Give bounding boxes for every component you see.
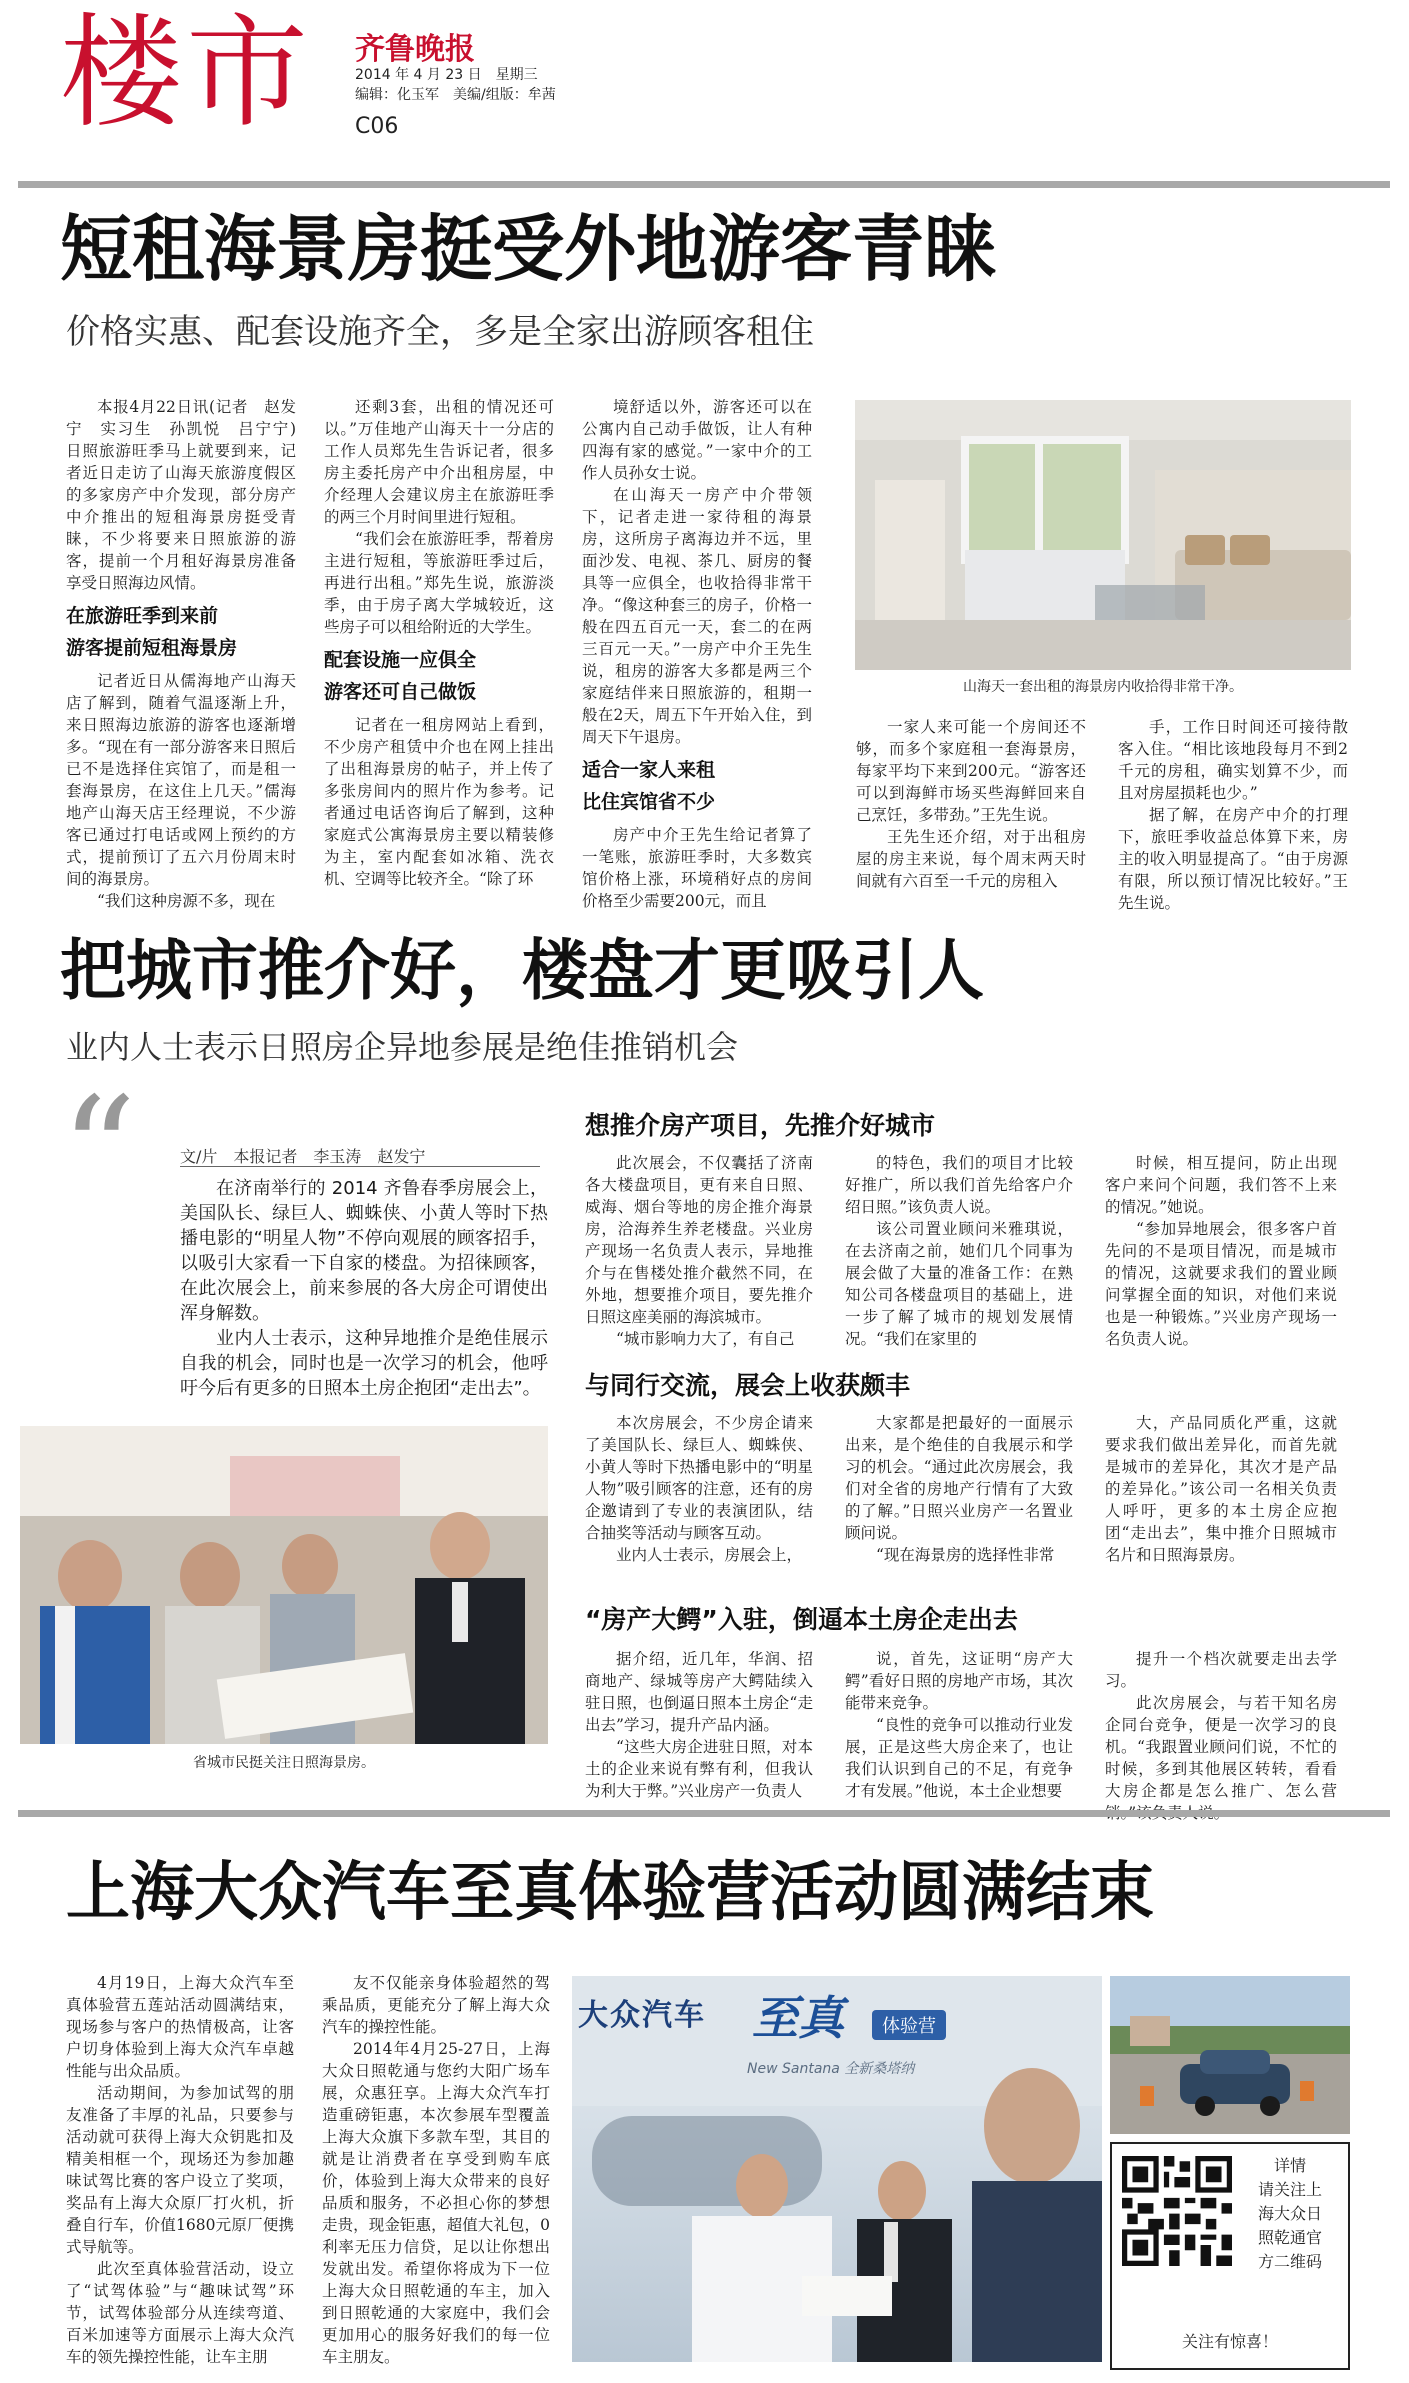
story1-subhead-1: 在旅游旺季到来前 游客提前短租海景房 [66,605,238,659]
paragraph: 记者近日从儒海地产山海天店了解到，随着气温逐渐上升，来日照海边旅游的游客也逐渐增多。“现在有一部分游客来日照后已不是选择住宾馆了，而是租一套海景房，在这住上几天。”儒海地产山海天店王经理说，不少游客已通过打电话或网上预约的方式，提前预订了五六月份周末时间的海景房。 [66,672,296,888]
story2-section-2-col-3 [1105,1412,1337,1580]
story-divider [18,1810,1390,1817]
expo-illustration [20,1426,548,1744]
story2-section-3-col-3 [1105,1648,1337,1802]
paragraph: 大，产品同质化严重，这就要求我们做出差异化，而首先就是城市的差异化，其次才是产品的差异化。”该公司一名相关负责人呼吁，更多的本土房企应抱团“走出去”，集中推介日照城市名片和日照海景房。 [1105,1414,1337,1564]
quote-mark-icon: “ [60,1066,137,1240]
story1-subheadline: 价格实惠、配套设施齐全，多是全家出游顾客租住 [66,312,814,352]
paragraph: 大家都是把最好的一面展示出来，是个绝佳的自我展示和学习的机会。“通过此次房展会，我们对全省的房地产行情有了大致的了解。”日照兴业房产一名置业顾问说。 [845,1414,1073,1542]
story2-section-2-head: 与同行交流，展会上收获颇丰 [585,1371,911,1400]
paragraph: 在山海天一房产中介带领下，记者走进一家待租的海景房，这所房子离海边并不远，里面沙发、电视、茶几、厨房的餐具等一应俱全，也收拾得非常干净。“像这种套三的房子，价格一般在四五百元一天，套二的在两三百元一天。”一房产中介王先生说，租房的游客大多都是两三个家庭结伴来日照旅游的，租期一般在2天，周五下午开始入住，到周天下午退房。 [582,486,812,746]
paragraph: 境舒适以外，游客还可以在公寓内自己动手做饭，让人有种四海有家的感觉。”一家中介的工作人员孙女士说。 [582,398,812,482]
paragraph: 2014年4月25-27日，上海大众日照乾通与您约大阳广场车展，众惠狂享。上海大众汽车打造重磅钜惠，本次参展车型覆盖上海大众旗下多款车型，其目的就是让消费者在享受到购车底价，体验到上海大众带来的良好品质和服务，不必担心你的梦想走贵，现金钜惠，超值大礼包，0利率无压力信贷，足以让你想出发就出发。希望你将成为下一位上海大众日照乾通的车主，加入到日照乾通的大家庭中，我们会更加用心的服务好我们的每一位车主朋友。 [322,2040,550,2366]
story2-section-1-head: 想推介房产项目，先推介好城市 [585,1111,936,1140]
story3-photo-event [572,1976,1102,2362]
story2-lead [180,1176,548,1416]
paragraph: 房产中介王先生给记者算了一笔账，旅游旺季时，大多数宾馆价格上涨，环境稍好点的房间价格至少需要200元，而且 [582,826,812,910]
story1-photo-living-room [855,400,1351,670]
editor-credits: 编辑：化玉军 美编/组版：牟茜 [355,87,556,103]
paragraph: 据了解，在房产中介的打理下，旅旺季收益总体算下来，房主的收入明显提高了。“由于房源有限，所以预订情况比较好。”王先生说。 [1118,806,1348,912]
paragraph: 的特色，我们的项目才比较好推广，所以我们首先给客户介绍日照。”该负责人说。 [845,1154,1073,1216]
banner-model-text: New Santana 全新桑塔纳 [747,2061,915,2077]
paragraph: 还剩3套，出租的情况还可以。”万佳地产山海天十一分店的工作人员郑先生告诉记者，很多房主委托房产中介出租房屋，中介经理人会建议房主在旅游旺季的两三个月时间里进行短租。 [324,398,554,526]
living-room-illustration [855,400,1351,670]
story2-section-1-col-3 [1105,1152,1337,1348]
story2-section-1-col-1 [585,1152,813,1348]
story2-section-3-head: “房产大鳄”入驻，倒逼本土房企走出去 [585,1605,1018,1634]
paragraph: 在济南举行的 2014 齐鲁春季房展会上，美国队长、绿巨人、蜘蛛侠、小黄人等时下热播电影的“明星人物”不停向观展的顾客招手，以吸引大家看一下自家的楼盘。为招徕顾客，在此次展会上，前来参展的各大房企可谓使出浑身解数。 [180,1178,548,1324]
paragraph: 此次展会，不仅囊括了济南各大楼盘项目，更有来自日照、威海、烟台等地的房企推介海景房，洽海养生养老楼盘。兴业房产现场一名负责人表示，异地推介与在售楼处推介截然不同，在外地，想要推介项目，要先推介日照这座美丽的海滨城市。 [585,1154,813,1326]
paragraph: 据介绍，近几年，华润、招商地产、绿城等房产大鳄陆续入驻日照，也倒逼日照本土房企“走出去”学习，提升产品内涵。 [585,1650,813,1734]
story1-subhead-3: 适合一家人来租 比住宾馆省不少 [582,759,716,813]
banner-main-text: 至真 [752,1991,844,2045]
story1-column-4 [856,716,1086,902]
paragraph: 此次至真体验营活动，设立了“试驾体验”与“趣味试驾”环节，试驾体验部分从连续弯道、百米加速等方面展示上海大众汽车的领先操控性能，让车主朋 [66,2260,294,2366]
paragraph: 该公司置业顾问米雅琪说，在去济南之前，她们几个同事为展会做了大量的准备工作：在熟知公司各楼盘项目的基础上，进一步了解了城市的规划发展情况。“我们在家里的 [845,1220,1073,1348]
paragraph: 业内人士表示，房展会上， [616,1546,803,1564]
paragraph: 本报4月22日讯(记者 赵发宁 实习生 孙凯悦 吕宁宁) 日照旅游旺季马上就要到来，记者近日走访了山海天旅游度假区的多家房产中介发现，部分房产中介推出的短租海景房挺受青睐，不少将要来日照旅游的游客，提前一个月租好海景房准备享受日照海边风情。 [66,398,312,592]
paragraph: 记者在一租房网站上看到，不少房产租赁中介也在网上挂出了出租海景房的帖子，并上传了多张房间内的照片作为参考。记者通过电话咨询后了解到，这种家庭式公寓海景房主要以精装修为主，室内配套如冰箱、洗衣机、空调等比较齐全。“除了环 [324,716,554,888]
paragraph: “良性的竞争可以推动行业发展，正是这些大房企来了，也让我们认识到自己的不足，有竞争才有发展。”他说，本土企业想要 [845,1716,1073,1800]
story1-headline: 短租海景房挺受外地游客青睐 [60,207,997,291]
section-title: 楼市 [60,2,312,144]
story3-headline: 上海大众汽车至真体验营活动圆满结束 [66,1856,1154,1930]
header-divider [18,181,1390,188]
story2-photo-caption: 省城市民挺关注日照海景房。 [193,1755,375,1771]
story3-photo-car [1110,1976,1350,2134]
story2-section-2-col-2 [845,1412,1073,1580]
paragraph: “这些大房企进驻日照，对本土的企业来说有弊有利，但我认为利大于弊。”兴业房产一负责人 [585,1738,813,1800]
paragraph: “城市影响力大了，有自己 [616,1330,795,1348]
story1-column-5 [1118,716,1348,912]
paragraph: 业内人士表示，这种异地推介是绝佳展示自我的机会，同时也是一次学习的机会，他呼吁今后有更多的日照本土房企抱团“走出去”。 [180,1328,548,1399]
qr-code-panel [1110,2142,1350,2370]
story1-column-1 [66,396,312,910]
paragraph: 本次房展会，不少房企请来了美国队长、绿巨人、蜘蛛侠、小黄人等时下热播电影中的“明星人物”吸引顾客的注意，还有的房企邀请到了专业的表演团队，结合抽奖等活动与顾客互动。 [585,1414,813,1542]
paragraph: 王先生还介绍，对于出租房屋的房主来说，每个周末两天时间就有六百至一千元的房租入 [856,828,1086,890]
paragraph: 4月19日，上海大众汽车至真体验营五莲站活动圆满结束，现场参与客户的热情极高，让客户切身体验到上海大众汽车卓越性能与出众品质。 [66,1974,294,2080]
paragraph: 手，工作日时间还可接待散客入住。“相比该地段每月不到2千元的房租，确实划算不少，而且对房屋损耗也少。” [1118,718,1348,802]
qr-instruction-text: 详情 请关注上 海大众日 照乾通官 方二维码 [1257,2156,1322,2271]
story1-column-2 [324,396,554,896]
paragraph: 一家人来可能一个房间还不够，而多个家庭租一套海景房，每家平均下来到200元。“游客还可以到海鲜市场买些海鲜回来自己烹饪，多带劲。”王先生说。 [856,718,1086,824]
qr-code-icon[interactable] [1122,2156,1232,2266]
car-illustration [1110,1976,1350,2134]
paragraph: 提升一个档次就要走出去学习。 [1105,1650,1337,1690]
paragraph: 时候，相互提问，防止出现客户来问个问题，我们答不上来的情况。”她说。 [1105,1154,1337,1216]
banner-brand-text: 大众汽车 [578,1998,706,2033]
story2-section-3-col-2 [845,1648,1073,1802]
story2-subheadline: 业内人士表示日照房企异地参展是绝佳推销机会 [66,1028,739,1066]
story2-section-3-col-1 [585,1648,813,1802]
paragraph: “我们会在旅游旺季，帮着房主进行短租，等旅游旺季过后，再进行出租。”郑先生说，旅游淡季，由于房子离大学城较近，这些房子可以租给附近的大学生。 [324,530,554,636]
issue-date: 2014 年 4 月 23 日 星期三 [355,67,538,83]
story2-section-1-col-2 [845,1152,1073,1348]
banner-sub-text: 体验营 [872,2010,946,2040]
qr-footer-text: 关注有惊喜！ [1181,2332,1278,2351]
paragraph: 此次房展会，与若干知名房企同台竞争，便是一次学习的良机。“我跟置业顾问们说，不忙的时候，多到其他展区转转，看看大房企都是怎么推广、怎么营 [1105,1694,1337,1800]
story2-byline: 文/片 本报记者 李玉涛 赵发宁 [180,1147,426,1166]
paragraph: 说，首先，这证明“房产大鳄”看好日照的房地产市场，其次能带来竞争。 [845,1650,1073,1712]
story1-column-3 [582,396,812,910]
story3-column-1 [66,1972,294,2372]
byline-rule [180,1166,540,1167]
story3-column-2 [322,1972,550,2372]
paragraph: “参加异地展会，很多客户首先问的不是项目情况，而是城市的情况，这就要求我们的置业顾问掌握全面的知识，对他们来说也是一种锻炼。”兴业房产现场一名负责人说。 [1105,1220,1337,1348]
newspaper-logo: 齐鲁晚报 [355,32,475,67]
paragraph: “现在海景房的选择性非常 [876,1546,1055,1564]
paragraph: 友不仅能亲身体验超然的驾乘品质，更能充分了解上海大众汽车的操控性能。 [322,1974,550,2036]
page-number: C06 [355,114,399,139]
story2-headline: 把城市推介好，楼盘才更吸引人 [60,932,984,1009]
story2-section-2-col-1 [585,1412,813,1580]
story1-photo-caption: 山海天一套出租的海景房内收拾得非常干净。 [963,679,1243,695]
story2-photo-expo [20,1426,548,1744]
paragraph: “我们这种房源不多，现在 [97,892,276,910]
paragraph: 活动期间，为参加试驾的朋友准备了丰厚的礼品，只要参与活动就可获得上海大众钥匙扣及精美相框一个，现场还为参加趣味试驾比赛的客户设立了奖项，奖品有上海大众原厂打火机，折叠自行车，价值1680元原厂便携式导航等。 [66,2084,294,2256]
story1-subhead-2: 配套设施一应俱全 游客还可自己做饭 [324,649,477,703]
